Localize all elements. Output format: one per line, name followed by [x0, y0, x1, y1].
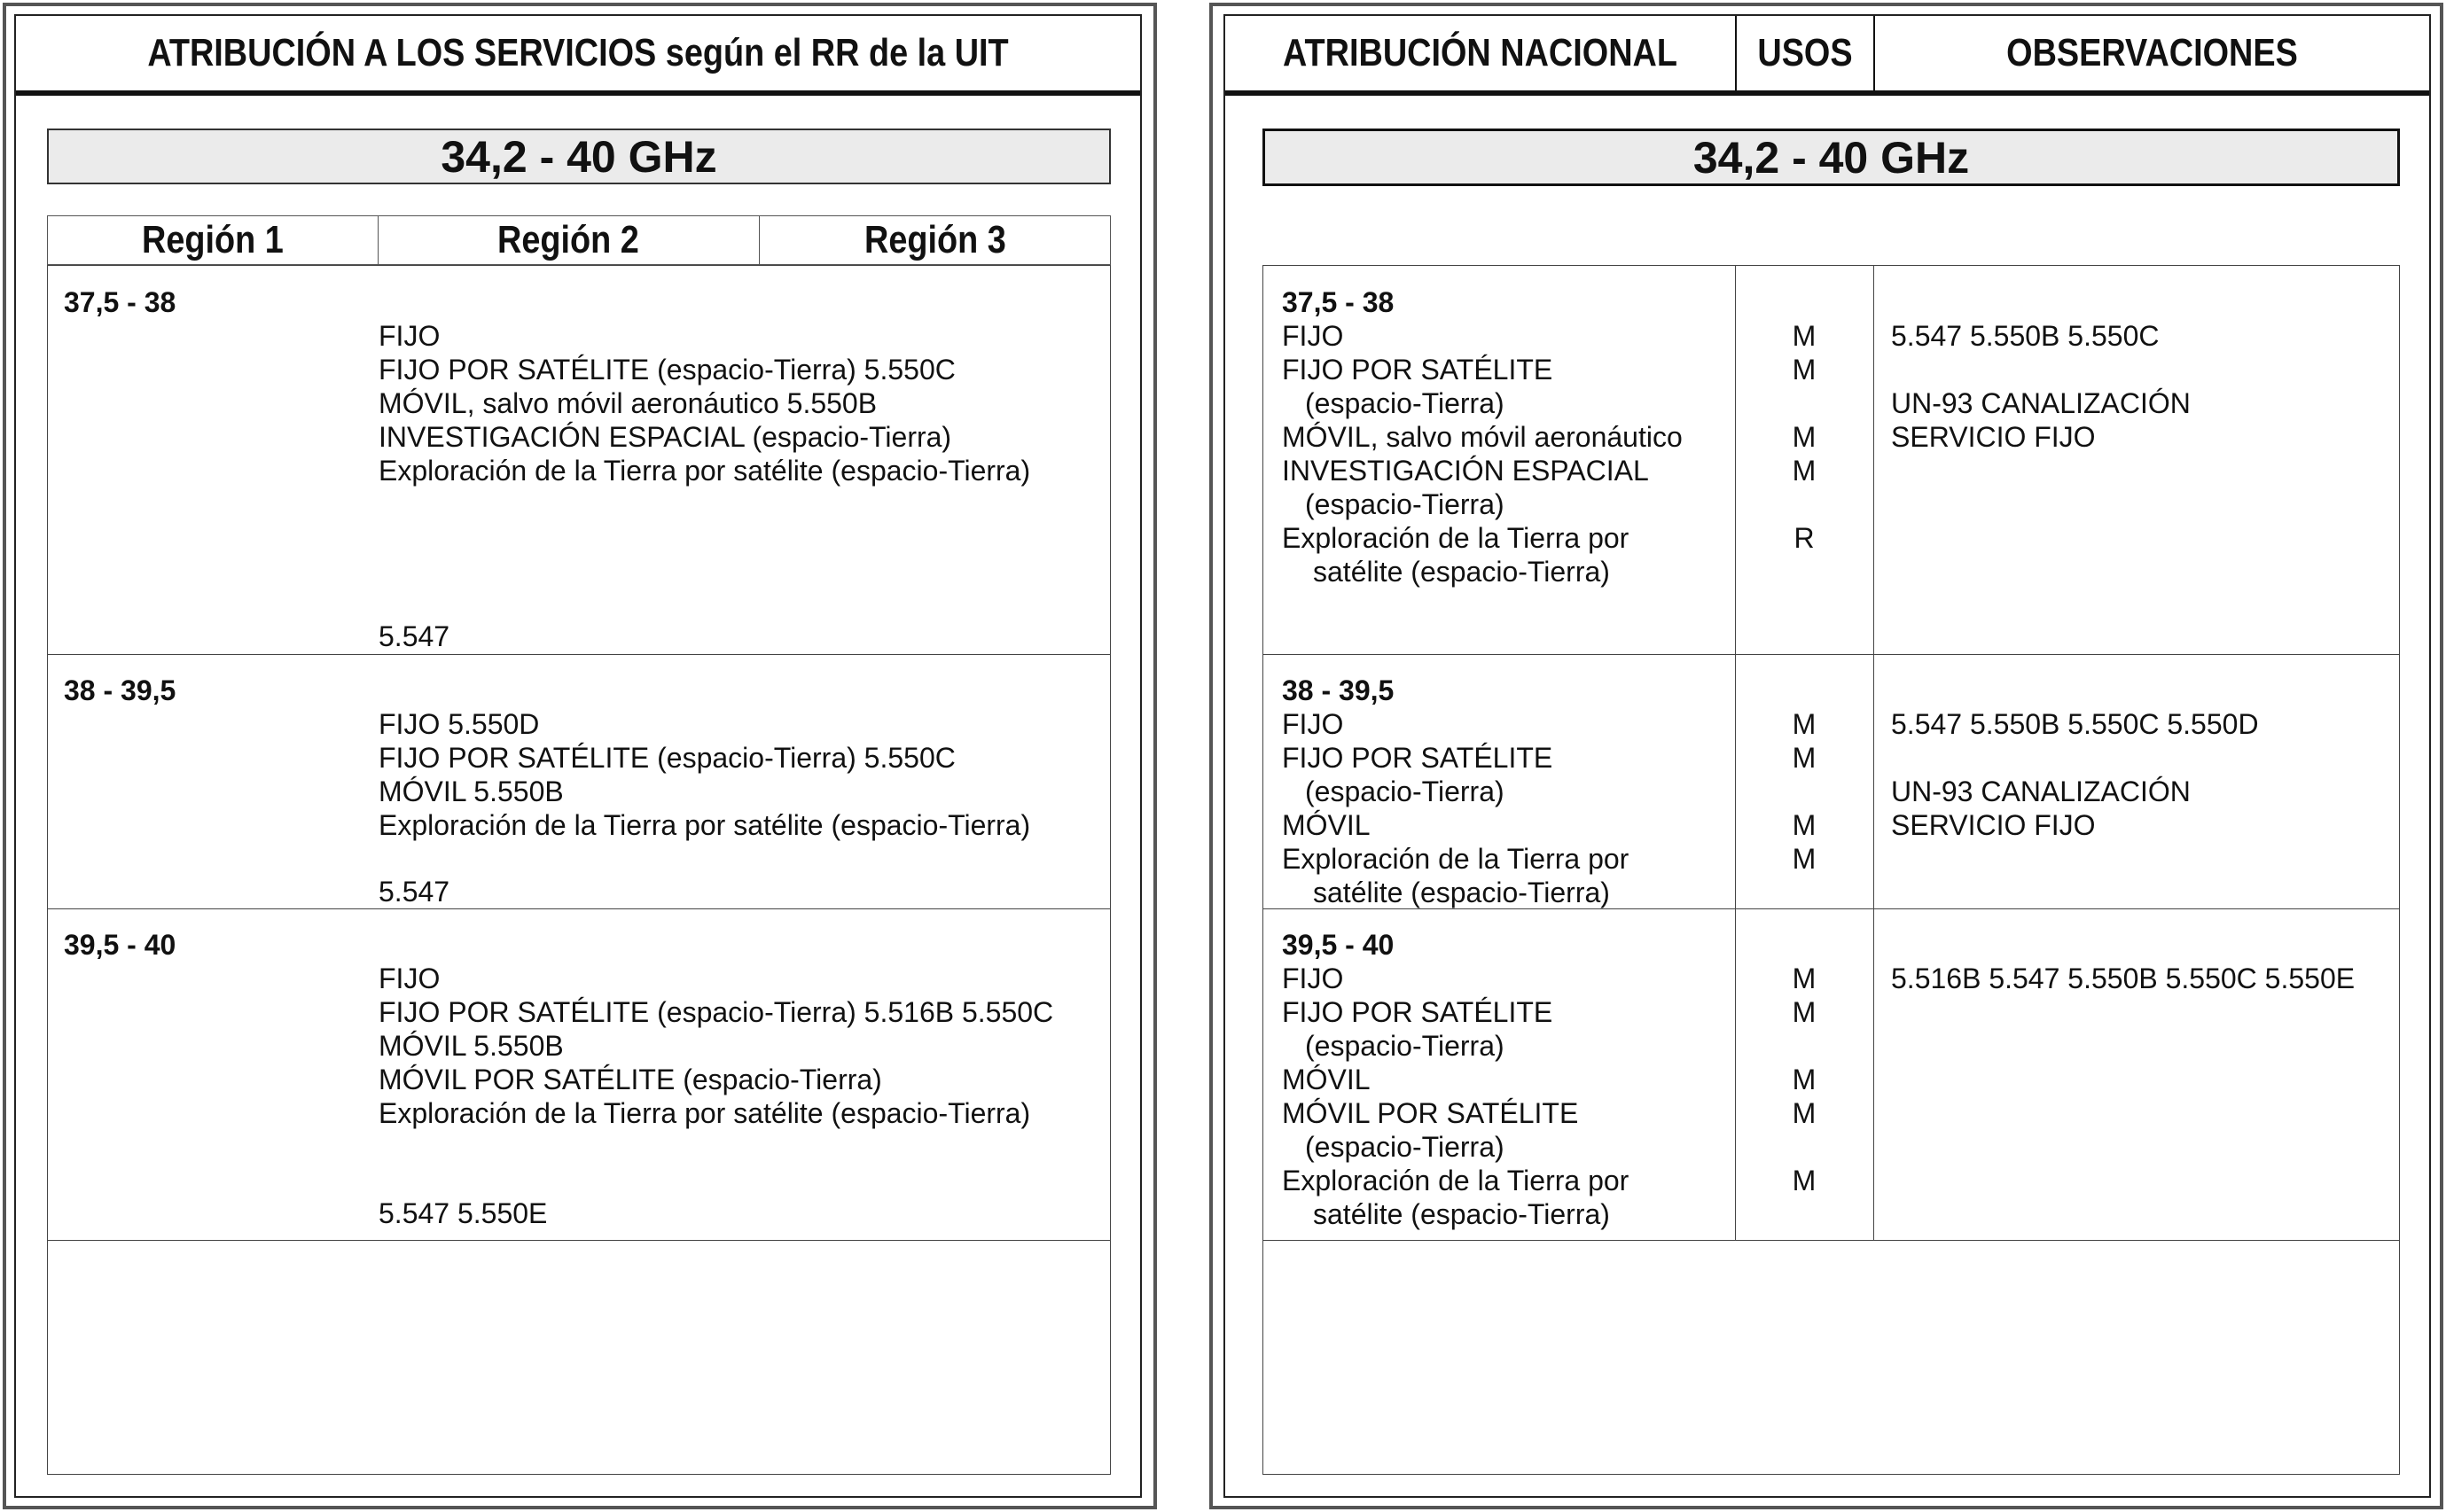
- usage-value: M: [1792, 809, 1817, 841]
- right-header-bar: [1225, 16, 2429, 96]
- usage-value: M: [1792, 963, 1817, 994]
- region-divider: [759, 216, 760, 266]
- national-row-3-service: MÓVIL POR SATÉLITE: [1282, 1097, 1579, 1129]
- national-row-2-service: satélite (espacio-Tierra): [1313, 877, 1610, 908]
- national-row-3-service: FIJO POR SATÉLITE: [1282, 996, 1553, 1028]
- observation-text: 5.516B 5.547 5.550B 5.550C 5.550E: [1891, 963, 2356, 994]
- row-divider: [47, 654, 1111, 655]
- left-row-2-service: FIJO 5.550D: [379, 708, 540, 740]
- usage-value: M: [1792, 843, 1817, 875]
- observation-text: UN-93 CANALIZACIÓN: [1891, 775, 2191, 807]
- header-divider: [1735, 16, 1737, 90]
- national-row-2-service: FIJO: [1282, 708, 1344, 740]
- observation-text: UN-93 CANALIZACIÓN: [1891, 387, 2191, 419]
- national-row-3-service: Exploración de la Tierra por: [1282, 1165, 1629, 1196]
- left-row-3-footnote: 5.547 5.550E: [379, 1197, 548, 1229]
- left-row-1-service: Exploración de la Tierra por satélite (espacio-Tierra): [379, 455, 1031, 487]
- national-row-3-service: FIJO: [1282, 963, 1344, 994]
- national-row-1-service: INVESTIGACIÓN ESPACIAL: [1282, 455, 1649, 487]
- national-row-2-service: MÓVIL: [1282, 809, 1371, 841]
- left-row-2-service: MÓVIL 5.550B: [379, 775, 564, 807]
- left-row-1-service: FIJO POR SATÉLITE (espacio-Tierra) 5.550C: [379, 354, 956, 386]
- left-row-1-service: FIJO: [379, 320, 441, 352]
- left-row-3-service: MÓVIL 5.550B: [379, 1030, 564, 1062]
- usage-value: M: [1792, 742, 1817, 774]
- national-row-1-service: FIJO: [1282, 320, 1344, 352]
- left-header-bar: [16, 16, 1140, 96]
- usage-value: M: [1792, 1097, 1817, 1129]
- left-row-3-service: Exploración de la Tierra por satélite (espacio-Tierra): [379, 1097, 1031, 1129]
- row-divider: [47, 1240, 1111, 1241]
- national-row-3-service: satélite (espacio-Tierra): [1313, 1198, 1610, 1230]
- left-row-3-range: 39,5 - 40: [64, 929, 176, 961]
- national-allocation-header: ATRIBUCIÓN NACIONAL: [1283, 31, 1677, 74]
- national-row-3-service: MÓVIL: [1282, 1064, 1371, 1095]
- right-band-title: 34,2 - 40 GHz: [1262, 129, 2400, 186]
- national-row-3-service: (espacio-Tierra): [1305, 1030, 1504, 1062]
- left-row-1-service: MÓVIL, salvo móvil aeronáutico 5.550B: [379, 387, 878, 419]
- national-row-1-service: satélite (espacio-Tierra): [1313, 556, 1610, 588]
- left-row-2-range: 38 - 39,5: [64, 674, 176, 706]
- national-row-3-service: (espacio-Tierra): [1305, 1131, 1504, 1163]
- row-divider: [1262, 654, 2400, 655]
- row-divider: [1262, 1240, 2400, 1241]
- usage-value: M: [1792, 320, 1817, 352]
- national-row-2-range: 38 - 39,5: [1282, 674, 1395, 706]
- usage-value: M: [1792, 996, 1817, 1028]
- left-row-2-service: FIJO POR SATÉLITE (espacio-Tierra) 5.550C: [379, 742, 956, 774]
- usage-value: M: [1792, 708, 1817, 740]
- region-3-header: Región 3: [864, 218, 1006, 261]
- national-row-1-service: Exploración de la Tierra por: [1282, 522, 1629, 554]
- region-divider: [378, 216, 379, 266]
- national-row-2-service: (espacio-Tierra): [1305, 775, 1504, 807]
- left-band-title: 34,2 - 40 GHz: [47, 129, 1111, 184]
- left-row-1-range: 37,5 - 38: [64, 286, 176, 318]
- region-2-header: Región 2: [497, 218, 639, 261]
- region-1-header: Región 1: [142, 218, 284, 261]
- national-row-1-service: (espacio-Tierra): [1305, 488, 1504, 520]
- row-divider: [47, 908, 1111, 909]
- left-header-title: ATRIBUCIÓN A LOS SERVICIOS según el RR de la UIT: [147, 31, 1009, 74]
- usage-value: M: [1792, 1064, 1817, 1095]
- national-row-2-service: Exploración de la Tierra por: [1282, 843, 1629, 875]
- national-row-1-service: MÓVIL, salvo móvil aeronáutico: [1282, 421, 1683, 453]
- left-row-1-service: INVESTIGACIÓN ESPACIAL (espacio-Tierra): [379, 421, 952, 453]
- usage-value: M: [1792, 1165, 1817, 1196]
- observations-header: OBSERVACIONES: [2006, 31, 2298, 74]
- national-row-1-service: FIJO POR SATÉLITE: [1282, 354, 1553, 386]
- observation-text: SERVICIO FIJO: [1891, 809, 2096, 841]
- usage-value: R: [1793, 522, 1815, 554]
- observation-text: 5.547 5.550B 5.550C: [1891, 320, 2160, 352]
- national-row-2-service: FIJO POR SATÉLITE: [1282, 742, 1553, 774]
- left-row-3-service: FIJO POR SATÉLITE (espacio-Tierra) 5.516B 5.550C: [379, 996, 1054, 1028]
- usage-value: M: [1792, 455, 1817, 487]
- left-row-2-footnote: 5.547: [379, 876, 450, 908]
- national-row-3-range: 39,5 - 40: [1282, 929, 1395, 961]
- column-divider: [1873, 265, 1874, 1240]
- national-row-1-service: (espacio-Tierra): [1305, 387, 1504, 419]
- national-row-1-range: 37,5 - 38: [1282, 286, 1395, 318]
- usage-value: M: [1792, 421, 1817, 453]
- observation-text: SERVICIO FIJO: [1891, 421, 2096, 453]
- observation-text: 5.547 5.550B 5.550C 5.550D: [1891, 708, 2259, 740]
- left-row-3-service: MÓVIL POR SATÉLITE (espacio-Tierra): [379, 1064, 882, 1095]
- usage-value: M: [1792, 354, 1817, 386]
- left-row-3-service: FIJO: [379, 963, 441, 994]
- header-divider: [1873, 16, 1875, 90]
- left-row-2-service: Exploración de la Tierra por satélite (espacio-Tierra): [379, 809, 1031, 841]
- left-row-1-footnote: 5.547: [379, 620, 450, 652]
- usage-header: USOS: [1757, 31, 1853, 74]
- region-header-row: [47, 215, 1111, 265]
